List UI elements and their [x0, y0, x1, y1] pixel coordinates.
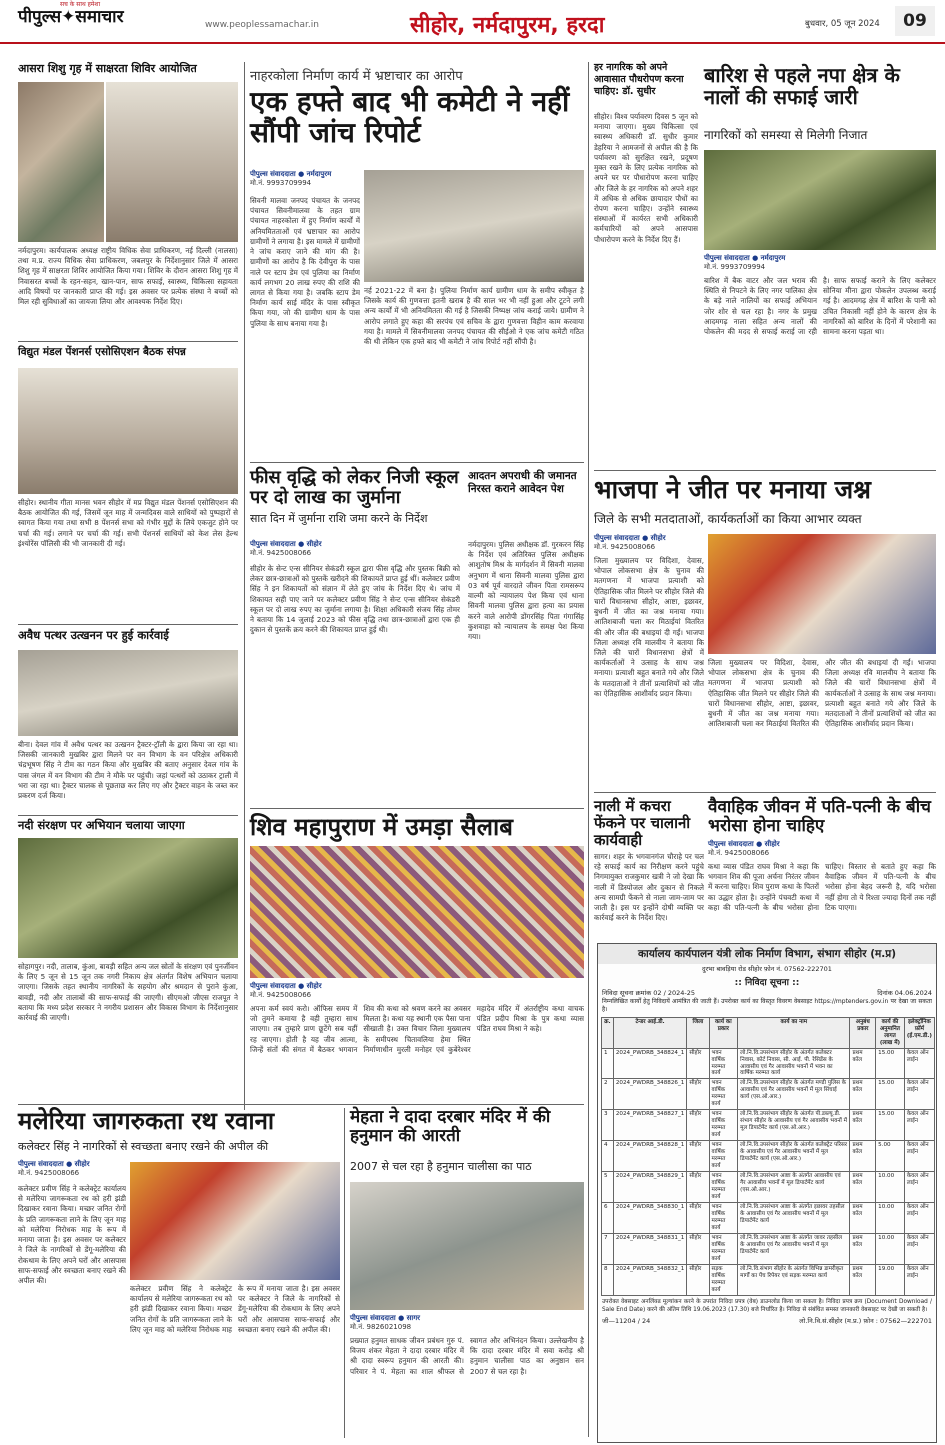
- byline: पीपुल्स संवाददाता ● सीहोर: [18, 1160, 90, 1168]
- table-cell: 4: [602, 1141, 614, 1172]
- table-cell: लो.नि.वि.संभाग सीहोर के अंतर्गत विभिन्न डामरीकृत मार्गों का पेंच रिपेयर एवं सड़क मरम्मत कार्य: [738, 1265, 850, 1296]
- table-cell: केवल ऑन लाईन: [904, 1234, 934, 1265]
- table-cell: केवल ऑन लाईन: [904, 1265, 934, 1296]
- env-body: सीहोर। विश्व पर्यावरण दिवस 5 जून को मनाया जाएगा। मुख्य चिकित्सा एवं स्वास्थ्य अधिकारी डॉ. सुधीर कुमार डेहरिया ने आमजनों से अपील की है कि पर्यावरण को सुरक्षित रखने, प्रदूषण मुक्त रखने के लिए प्रत्येक नागरिक को अपने घर पर पौधारोपण करना चाहिए और जिले के हर नागरिक को अपने शहर में अधिक से अधिक छायादार पौधों का रोपण करना चाहिए। उन्होंने स्वास्थ्य संस्थाओं में कार्यरत सभी अधिकारी कर्मचारियों को अपने आसपास पौधारोपण करने के निर्देश दिए हैं।: [594, 112, 698, 244]
- byline-phone: मो.नं. 9425008066: [250, 991, 312, 999]
- malaria-body: कलेक्टर प्रवीण सिंह ने कलेक्ट्रेट कार्यालय से मलेरिया जागरूकता रथ को हरी झंडी दिखाकर रवाना किया। मच्छर जनित रोगों के प्रति जागरूकता लाने के लिए जून माह को मलेरिया निरोधक माह के रूप में मनाया जाता है। इस अवसर पर कलेक्टर ने जिले के नागरिकों से डेंगू-मलेरिया की रोकथाम के लिए अपने घरों और आसपास साफ-सफाई और स्वच्छता बनाए रखने की अपील की।: [18, 1184, 126, 1285]
- hanuman-subhead: 2007 से चल रहा है हनुमान चालीसा का पाठ: [350, 1160, 532, 1173]
- byline: पीपुल्स संवाददाता ● सीहोर: [250, 982, 322, 990]
- table-cell: सीहोर: [687, 1110, 709, 1141]
- table-cell: 15.00: [876, 1048, 905, 1079]
- table-cell: सड़क वार्षिक मरम्मत कार्य: [709, 1265, 738, 1296]
- tender-header-row: [602, 1017, 935, 1048]
- byline-phone: मो.नं. 9993709994: [704, 263, 766, 271]
- byline: पीपुल्स संवाददाता ● सागर: [350, 1314, 420, 1322]
- table-cell: लो.नि.वि.उपसंभाग सीहोर के अंतर्गत मण्डी पुलिस के आवासीय एवं गैर आवासीय भवनों में मूल सिंचाई कार्य (एस.ओ.आर.): [738, 1079, 850, 1110]
- bjp-body-continued: जिला मुख्यालय पर विदिशा, देवास, भोपाल लोकसभा क्षेत्र के चुनाव की मतगणना में भाजपा प्रत्याशी को ऐतिहासिक जीत मिलने पर सीहोर जिले की चारों विधानसभा सीहोर, आष्टा, इछावर, बुधनी में जीत का जश्न मनाया गया। आतिशबाजी चला कर मिठाईयां वितरित की और जीत की बधाइयां दी गईं। भाजपा जिला अध्यक्ष रवि मालवीय ने बताया कि जिले की चारों विधानसभा क्षेत्रों में कार्यकर्ताओं ने उत्साह के साथ जश्न मनाया। प्रत्याशी बहुत बनाते गये और जिले के मतदाताओं ने तीनों प्रत्याशियों को जीत का ऐतिहासिक आशीर्वाद प्रदान किया।: [708, 658, 936, 729]
- table-cell: प्रथम कॉल: [850, 1172, 876, 1203]
- table-row: [602, 1265, 935, 1296]
- issue-date: बुधवार, 05 जून 2024: [805, 19, 880, 29]
- byline: पीपुल्स संवाददाता ● नर्मदापुरम: [250, 170, 332, 178]
- byline-phone: मो.नं. 9425008066: [18, 1169, 80, 1177]
- photo-pension: [18, 368, 238, 494]
- bail-headline: आदतन अपराधी की जमानत निरस्त कराने आवेदन पेश: [468, 470, 577, 496]
- drain-body: बारिश में बैक वाटर और जल भराव की स्थिति से निपटने के लिए नगर पालिका क्षेत्र के बड़े नाले नालियों का सफाई अभियान जोर शोर से चल रहा है। नगर के प्रमुख आदमगढ़ नाला सहित अन्य नालों की पोकलेन की मदद से सफाई कराई जा रही है। साफ सफाई कराने के लिए कलेक्टर सोनिया मीना द्वारा पोकलेन उपलब्ध कराई गई है। आदमगढ़ क्षेत्र में बारिश के पानी को उचित निकासी नहीं होने के कारण क्षेत्र के नागरिकों को बारिश के दिनों में परेशानी का सामना करना पड़ता था।: [704, 276, 936, 337]
- table-cell: 2024_PWDRB_348824_1: [613, 1048, 686, 1079]
- tender-column-header: क्र.: [602, 1017, 614, 1048]
- table-cell: केवल ऑन लाईन: [904, 1141, 934, 1172]
- table-cell: 7: [602, 1234, 614, 1265]
- photo-stopdam: [364, 170, 584, 282]
- malaria-body-continued: कलेक्टर प्रवीण सिंह ने कलेक्ट्रेट कार्यालय से मलेरिया जागरूकता रथ को हरी झंडी दिखाकर रवाना किया। मच्छर जनित रोगों के प्रति जागरूकता लाने के लिए जून माह को मलेरिया निरोधक माह के रूप में मनाया जाता है। इस अवसर पर कलेक्टर ने जिले के नागरिकों से डेंगू-मलेरिया की रोकथाम के लिए अपने घरों और आसपास साफ-सफाई और स्वच्छता बनाए रखने की अपील की।: [130, 1284, 340, 1334]
- table-cell: 2024_PWDRB_348829_1: [613, 1172, 686, 1203]
- website-link[interactable]: www.peoplessamachar.in: [205, 20, 319, 30]
- table-cell: केवल ऑन लाईन: [904, 1203, 934, 1234]
- tender-meta: [598, 988, 936, 997]
- photo-bjp-celebration: [708, 534, 936, 654]
- tender-code: जी—11204 / 24: [602, 1317, 651, 1326]
- table-cell: 2024_PWDRB_348827_1: [613, 1110, 686, 1141]
- tender-title: कार्यालय कार्यपालन यंत्री लोक निर्माण विभाग, संभाग सीहोर (म.प्र): [598, 944, 936, 964]
- shiv-headline: शिव महापुराण में उमड़ा सैलाब: [250, 813, 513, 841]
- byline: पीपुल्स संवाददाता ● सीहोर: [708, 840, 780, 848]
- byline: पीपुल्स संवाददाता ● नर्मदापुरम: [704, 254, 786, 262]
- table-row: [602, 1234, 935, 1265]
- table-cell: भवन वार्षिक मरम्मत कार्य: [709, 1141, 738, 1172]
- table-cell: भवन वार्षिक मरम्मत कार्य: [709, 1203, 738, 1234]
- byline-phone: मो.नं. 9425008066: [594, 543, 656, 551]
- table-cell: प्रथम कॉल: [850, 1203, 876, 1234]
- table-cell: सीहोर: [687, 1265, 709, 1296]
- marriage-byline-block: [708, 840, 818, 858]
- photo-hanuman-aarti: [350, 1182, 584, 1310]
- byline-phone: मो.नं. 9425008066: [708, 849, 770, 857]
- tender-column-header: कार्य का नाम: [738, 1017, 850, 1048]
- table-cell: लो.नि.वि.उपसंभाग आष्टा के अंतर्गत आवासीय एवं गैर आवासीय भवनों में मूल डिपार्टमेंट कार्य (एस.ओ.आर.): [738, 1172, 850, 1203]
- byline-phone: मो.नं. 9425008066: [250, 549, 312, 557]
- table-cell: प्रथम कॉल: [850, 1141, 876, 1172]
- table-row: [602, 1172, 935, 1203]
- table-cell: 10.00: [876, 1203, 905, 1234]
- tender-column-header: अनुबंध प्रकार: [850, 1017, 876, 1048]
- rule: [18, 1104, 584, 1105]
- column-divider: [244, 62, 245, 1110]
- table-cell: 2: [602, 1079, 614, 1110]
- table-cell: लो.नि.वि.उपसंभाग सीहोर के अंतर्गत पी.डब्ल्यू.डी. संभाग सीहोर के आवासीय एवं गैर आवासीय भवनों में मूल डिपार्टमेंट कार्य (एस.ओ.आर.): [738, 1110, 850, 1141]
- table-cell: सीहोर: [687, 1172, 709, 1203]
- shiv-body: अपना कर्म स्वयं करो। ऑफिस समय में जो तुमने कमाया है वही तुम्हारा साथ जाएगा। तब तुम्हारे प्राण छूटेंगे सब यहीं रह जाएगा। होती है यह जीव आत्मा, जिन्हें संतों की संगत में बैठकर भगवान शिव की कथा को श्रवण करने का अवसर मिलता है। कथा यह स्थानी एक पैसा पाना सीखाती है। उक्त विचार जिला मुख्यालय के समीपस्थ चितावलिया हेमा स्थित निर्माणाधीन मुरली मनोहर एवं कुबेरेश्वर महादेव मंदिर में अंतर्राष्ट्रीय कथा वाचक पंडित प्रदीप मिश्रा के पुत्र कथा व्यास पंडित राघव मिश्रा ने कहे।: [250, 1004, 584, 1054]
- table-cell: 2024_PWDRB_348826_1: [613, 1079, 686, 1110]
- hanuman-byline-block: [350, 1314, 470, 1332]
- table-cell: लो.नि.वि.उपसंभाग सीहोर के अंतर्गत कलेक्ट्रेट परिसर के आवासीय एवं गैर आवासीय भवनों में मूल डिपार्टमेंट कार्य (एस.ओ.आर.): [738, 1141, 850, 1172]
- photo-river: [18, 838, 238, 958]
- table-row: [602, 1141, 935, 1172]
- rule: [18, 624, 238, 625]
- page-number: 09: [895, 6, 935, 36]
- hanuman-body: प्रख्यात हनुमत साधक जीवन प्रबंधन गुरु पं. विजय शंकर मेहता ने दादा दरबार मंदिर में श्री दादा स्वरूप हनुमान की आरती की। परिवार ने पं. मेहता का शाल श्रीफल से स्वागत और अभिनंदन किया। उल्लेखनीय है कि दादा दरबार मंदिर में सवा करोड़ श्री हनुमान चालीसा पाठ का अनुष्ठान सन 2007 से चल रहा है।: [350, 1336, 584, 1376]
- lead-byline-block: [250, 170, 360, 188]
- tender-column-header: जिला: [687, 1017, 709, 1048]
- table-cell: भवन वार्षिक मरम्मत कार्य: [709, 1079, 738, 1110]
- table-cell: 2024_PWDRB_348830_1: [613, 1203, 686, 1234]
- table-cell: केवल ऑन लाईन: [904, 1110, 934, 1141]
- tender-intro: निम्नलिखित कार्यों हेतु निविदायें आमंत्रित की जाती हैं। उपरोक्त कार्य का विस्तृत विवरण वेबसाइट https://mptenders.gov.in पर देखा जा सकता है।: [602, 998, 932, 1013]
- rule: [18, 815, 238, 816]
- lead-headline: एक हफ्ते बाद भी कमेटी ने नहीं सौंपी जांच रिपोर्ट: [250, 85, 570, 150]
- rule: [250, 462, 584, 463]
- table-row: [602, 1048, 935, 1079]
- table-cell: केवल ऑन लाईन: [904, 1048, 934, 1079]
- table-cell: 15.00: [876, 1079, 905, 1110]
- table-cell: भवन वार्षिक मरम्मत कार्य: [709, 1234, 738, 1265]
- table-cell: 5: [602, 1172, 614, 1203]
- tender-table-body: [602, 1048, 935, 1296]
- tender-column-header: इलेक्ट्रॉनिक फ़ॉर्म (ई.एम.डी.): [904, 1017, 934, 1048]
- table-cell: 10.00: [876, 1234, 905, 1265]
- table-cell: प्रथम कॉल: [850, 1234, 876, 1265]
- tender-ref: निविदा सूचना क्रमांक 02 / 2024-25: [602, 989, 696, 997]
- table-cell: केवल ऑन लाईन: [904, 1172, 934, 1203]
- article-body: सोहागपुर। नदी, तालाब, कुंआ, बावड़ी सहित अन्य जल स्रोतों के संरक्षण एवं पुनर्जीवन के लिए 5 जून से 15 जून तक नगरी निकाय क्षेत्र अंतर्गत विशेष अभियान चलाया जाएगा। जिसके तहत स्थानीय नागरिकों के सहयोग और श्रमदान से पुराने कुंआ, बावड़ी, नदी और तालाबों की साफ-सफाई की जाएगी। सीएमओ जीएस राजपूत ने बताया कि मध्य प्रदेश सरकार ने नगरीय प्रशासन और विकास विभाग के निर्देशानुसार कार्रवाई की जाएगी।: [18, 962, 238, 1023]
- marriage-headline: वैवाहिक जीवन में पति-पत्नी के बीच भरोसा होना चाहिए: [708, 797, 931, 837]
- photo-literacy-1: [18, 82, 104, 242]
- photo-shiv-crowd: [250, 846, 584, 978]
- rule: [594, 792, 936, 793]
- table-cell: प्रथम कॉल: [850, 1265, 876, 1296]
- bjp-subhead: जिले के सभी मतदाताओं, कार्यकर्ताओं का किया आभार व्यक्त: [594, 512, 862, 526]
- table-cell: 2024_PWDRB_348831_1: [613, 1234, 686, 1265]
- tender-subhead: :: निविदा सूचना ::: [734, 978, 800, 988]
- table-cell: लो.नि.वि.उपसंभाग आष्टा के अंतर्गत इछावर तहसील के आवासीय एवं गैर आवासीय भवनों में मूल डिपार्टमेंट कार्य: [738, 1203, 850, 1234]
- article-body: नर्मदापुरम। कार्यपालक अध्यक्ष राष्ट्रीय विधिक सेवा प्राधिकरण, नई दिल्ली (नालसा) तथा म.प्र. राज्य विधिक सेवा प्राधिकरण, जबलपुर के निर्देशानुसार जिले में आसरा शिशु गृह में साक्षरता शिविर आयोजित किया गया। शिविर के दौरान आसरा शिशु गृह में निवासरत बच्चों के रहन-सहन, खान-पान, साफ सफाई, स्वास्थ्य, चिकित्सा सहायता आदि विषयों पर जानकारी प्राप्त की गई। इस अवसर पर प्रत्येक संस्था ने बच्चों को मिल रही सुविधाओं का जायजा लिया और आवश्यक निर्देश दिए।: [18, 246, 238, 307]
- article-body: बीना। देवल गांव में अवैध पत्थर का उत्खनन ट्रैक्टर-ट्रॉली के द्वारा किया जा रहा था। जिसकी जानकारी मुखबिर द्वारा मिलने पर वन विभाग के वन परिक्षेत्र अधिकारी चंद्रभूषण सिंह ने टीम का गठन किया और मुखबिर की बताए अनुसार देवल गांव के पास जंगल में वन विभाग की टीम ने मौके पर पहुंची। जहां पत्थरों को उठाकर ट्राली में भरा जा रहा था। ट्रैक्टर चालक से पूछताछ कर लिए गए और ट्रैक्टर वाहन के जब्त कर प्रकरण दर्ज किया।: [18, 740, 238, 801]
- masthead: [0, 0, 945, 44]
- photo-malaria-chariot: [130, 1162, 340, 1280]
- table-cell: लो.नि.वि.उपसंभाग आष्टा के अंतर्गत जावर तहसील के आवासीय एवं गैर आवासीय भवनों में मूल डिपार्टमेंट कार्य: [738, 1234, 850, 1265]
- lead-kicker: नाहरकोला निर्माण कार्य में भ्रष्टाचार का आरोप: [250, 69, 463, 84]
- drain-byline-block: [704, 254, 824, 272]
- table-cell: सीहोर: [687, 1048, 709, 1079]
- logo-tagline: सच के साथ हमेशा: [60, 1, 101, 8]
- photo-literacy-2: [106, 82, 238, 242]
- region-title: सीहोर, नर्मदापुरम, हरदा: [410, 13, 605, 38]
- column-divider: [588, 62, 589, 1437]
- hanuman-headline: मेहता ने दादा दरबार मंदिर में की हनुमान की आरती: [350, 1107, 551, 1147]
- table-cell: 5.00: [876, 1141, 905, 1172]
- table-cell: 19.00: [876, 1265, 905, 1296]
- table-cell: भवन वार्षिक मरम्मत कार्य: [709, 1048, 738, 1079]
- byline-phone: मो.नं. 9826021098: [350, 1323, 412, 1331]
- byline: पीपुल्स संवाददाता ● सीहोर: [250, 540, 322, 548]
- drain-subhead: नागरिकों को समस्या से मिलेगी निजात: [704, 128, 868, 142]
- table-cell: 2024_PWDRB_348832_1: [613, 1265, 686, 1296]
- tender-column-header: कार्य की अनुमानित लागत (लाख में): [876, 1017, 905, 1048]
- fees-body: सीहोर के सेन्ट एन्स सीनियर सेकंडरी स्कूल द्वारा फीस वृद्धि और पुस्तक बिक्री को लेकर छात्र-छात्राओं को पुस्तकें खरीदने की शिकायतें प्राप्त हुई थीं। कलेक्टर प्रवीण सिंह ने इन शिकायतों को संज्ञान में लेते हुए जांच के निर्देश दिए थे। जांच में शिकायत सही पाए जाने पर कलेक्टर प्रवीण सिंह ने सेन्ट एन्स सीनियर सेकंडरी स्कूल पर दो लाख रुपए का जुर्माना लगाया है। शिक्षा अधिकारी संजय सिंह तोमर ने बताया कि 14 जुलाई 2023 को फीस वृद्धि तथा छात्र-छात्राओं द्वारा एक ही दुकान से पुस्तकें क्रय करने की शिकायत प्राप्त हुई थी।: [250, 564, 460, 635]
- marriage-body: कथा व्यास पंडित राघव मिश्रा ने कहा कि भगवान शिव की पूजा अर्चना निरंतर जीवन में करना चाहिए। शिव पुराण कथा के पितरों का उद्धार होता है। उन्होंने पंचवटी कथा में कहा की पति-पत्नी के बीच भरोसा होना चाहिए। विस्तार से बताते हुए कहा कि वैवाहिक जीवन में पति-पत्नी के बीच भरोसा होना बेहद जरूरी है, यदि भरोसा नहीं होगा तो ये रिश्ता ज्यादा दिनों तक नहीं टिक पाएगा।: [708, 862, 936, 912]
- headline: आसरा शिशु गृह में साक्षरता शिविर आयोजित: [18, 62, 197, 75]
- table-row: [602, 1079, 935, 1110]
- photo-quarry: [18, 650, 238, 736]
- table-cell: भवन वार्षिक मरम्मत कार्य: [709, 1110, 738, 1141]
- table-cell: सीहोर: [687, 1234, 709, 1265]
- table-cell: प्रथम कॉल: [850, 1110, 876, 1141]
- tender-column-header: कार्य का प्रकार: [709, 1017, 738, 1048]
- tender-date: दिनांक 04.06.2024: [877, 989, 932, 997]
- table-cell: लो.नि.वि.उपसंभाग सीहोर के अंतर्गत कलेक्टर निवास, कोर्ट निवास, सी. आई. पी. रेसिडेंस के आवासीय एवं गैर आवासीय भवनों में भवन का वार्षिक मरम्मत कार्य: [738, 1048, 850, 1079]
- table-cell: प्रथम कॉल: [850, 1048, 876, 1079]
- byline-phone: मो.नं. 9993709994: [250, 179, 312, 187]
- tender-footer: उपरोक्त वेबसाइट अनलिंक्ड मूल्यांकन करने के उपरांत निविदा प्रपत्र (वेब) डाउनलोड किया जा सकता है। निविदा प्रपत्र क्रय (Document Download / Sale End Date) करने की अंतिम तिथि 19.06.2023 (17.30) बजे निर्धारित है। निविदा से संबंधित समस्त जानकारी वेबसाइट पर देखी जा सकती है।: [602, 1299, 932, 1313]
- article-body: सीहोर। स्थानीय गीता मानस भवन सीहोर में मप्र विद्युत मंडल पेंशनर्स एसोसिएशन की बैठक आयोजित की गई, जिसमें जून माह में जन्मदिवस वाले साथियों को पुष्पहारों से स्वागत किया गया तथा सभी 8 पेंशनर्स सभा को गंभीर मुद्दों के लिये एकजुट होने पर चर्चा की गई। लगाने पर चर्चा की गई। सभी पेंशनर्स साथियों को केश लेस हेल्थ इंश्योरेंस पॉलिसी की भी जानकारी दी गई।: [18, 498, 238, 548]
- table-cell: सीहोर: [687, 1141, 709, 1172]
- table-row: [602, 1110, 935, 1141]
- bjp-byline-block: [594, 534, 704, 552]
- table-cell: सीहोर: [687, 1203, 709, 1234]
- tender-address: दुरभा बावड़िया रोड सीहोर फ़ोन नं. 07562-222701: [702, 965, 832, 973]
- table-cell: 6: [602, 1203, 614, 1234]
- malaria-headline: मलेरिया जागरुकता रथ रवाना: [18, 1107, 275, 1135]
- headline-river: नदी संरक्षण पर अभियान चलाया जाएगा: [18, 818, 185, 832]
- rule: [594, 470, 936, 471]
- env-headline: हर नागरिक को अपने आवासात पौधरोपण करना चाहिए: डॉ. सुधीर: [594, 62, 684, 97]
- table-cell: 1: [602, 1048, 614, 1079]
- column-divider: [344, 1108, 345, 1438]
- malaria-subhead: कलेक्टर सिंह ने नागरिकों से स्वच्छता बनाए रखने की अपील की: [18, 1140, 269, 1153]
- drain-headline: बारिश से पहले नपा क्षेत्र के नालों की सफाई जारी: [704, 63, 900, 110]
- lead-body: सिवनी मालवा जनपद पंचायत के जनपद पंचायत सिवनीमालवा के तहत ग्राम पंचायत नाहरकोला में हुए निर्माण कार्यों में अनियमितताओं एवं भ्रष्टाचार का आरोप ग्रामीणों ने लगाया है। इस मामले में ग्रामीणों ने जांच कराए जाने की मांग की है। ग्रामीणों का आरोप है कि देवीपुरा के पास नाले पर स्टाप डेम एवं पुलिया का निर्माण कार्य लगभग 20 लाख रुपए की राशि की लागत से किया गया है। जबकि स्टाप डेम निर्माण कार्य साई मंदिर के पास स्वीकृत किया गया, जो की ग्रामीण धाम के पास पुलिया के साथ बनाया गया है।: [250, 196, 360, 328]
- fees-subhead: सात दिन में जुर्माना राशि जमा करने के निर्देश: [250, 512, 428, 525]
- malaria-byline-block: [18, 1160, 138, 1178]
- rule: [250, 808, 584, 809]
- headline-quarry: अवैध पत्थर उत्खनन पर हुई कार्रवाई: [18, 628, 169, 642]
- table-cell: प्रथम कॉल: [850, 1079, 876, 1110]
- lead-body-continued: नर्ह 2021-22 में बना है। पुलिया निर्माण कार्य ग्रामीण धाम के समीप स्वीकृत है जिसके कार्य की गुणवत्ता इतनी खराब है की साल भर भी नहीं हुआ और टूटने लगी अन्य कार्यों में भी अनियमितता की गई है जिसकी निष्पक्ष जांच कराई जाये। ग्रामीण ने आरोप लगाते हुए कहा की सरपंच एवं सचिव के द्वारा गुणवत्ता विहीन काम करवाया गया है। मामले में सिवनीमालवा जनपद पंचायत की सीईओ ने एक जांच कमेटी गठित की थी लेकिन एक हफ्ते बाद भी कमेटी ने जांच रिपोर्ट नहीं सौंपी है।: [364, 286, 584, 347]
- tender-column-header: टेन्डर आई.डी.: [613, 1017, 686, 1048]
- fees-byline-block: [250, 540, 350, 558]
- article-literacy: [18, 62, 238, 76]
- rule: [18, 341, 238, 342]
- table-cell: सीहोर: [687, 1079, 709, 1110]
- table-cell: केवल ऑन लाईन: [904, 1079, 934, 1110]
- table-cell: 15.00: [876, 1110, 905, 1141]
- byline: पीपुल्स संवाददाता ● सीहोर: [594, 534, 666, 542]
- photo-drain-excavator: [704, 150, 936, 250]
- tender-table: [601, 1017, 935, 1296]
- table-cell: 10.00: [876, 1172, 905, 1203]
- table-cell: 2024_PWDRB_348828_1: [613, 1141, 686, 1172]
- table-cell: 8: [602, 1265, 614, 1296]
- bail-body: नर्मदापुरम। पुलिस अधीक्षक डॉ. गुरकरन सिंह के निर्देश एवं अतिरिक्त पुलिस अधीक्षक आशुतोष मिश्र के मार्गदर्शन में सिवनी मालवा अनुभाग में थाना सिवनी मालवा पुलिस द्वारा 03 वर्ष पूर्व वारदाते जीवन पिता रामसरूप वाल्मी को न्यायालय पेश किया एवं थाना सिवनी मालवा पुलिस द्वारा हत्या का प्रयास करने वाले आरोपी डोंगरसिंह पिता गंगासिंह कुशवाहा को न्यायालय के समक्ष पेश किया गया।: [468, 540, 584, 641]
- tender-notice: [597, 943, 937, 1443]
- fees-headline: फीस वृद्धि को लेकर निजी स्कूल पर दो लाख का जुर्माना: [250, 467, 459, 509]
- shiv-byline-block: [250, 982, 380, 1000]
- drainage-complaint-body: सागर। शहर के भगवानगंज चौराहे पर चल रहे सफाई कार्य का निरीक्षण करने पहुंचे निगमायुक्त राजकुमार खत्री ने जो देखा कि नाली में डिस्पोजल और दुकान से निकले अन्य सामग्री फेंकने से नाला जाम-जाम पर जाती है। इस पर इन्होंने दोषी व्यक्ति पर कार्रवाई करने के निर्देश दिए।: [594, 852, 704, 923]
- headline-pension: विद्युत मंडल पेंशनर्स एसोसिएशन बैठक संपन्न: [18, 346, 186, 358]
- table-row: [602, 1203, 935, 1234]
- drainage-complaint-headline: नाली में कचरा फेंकने पर चालानी कार्यवाही: [594, 797, 691, 849]
- bjp-headline: भाजपा ने जीत पर मनाया जश्न: [594, 475, 871, 504]
- tender-signature: लो.नि.वि.सं.सीहोर (म.प्र.) फ़ोन : 07562—222701: [799, 1317, 932, 1326]
- table-cell: भवन वार्षिक मरम्मत कार्य: [709, 1172, 738, 1203]
- logo: पीपुल्स✦समाचार: [18, 7, 124, 27]
- table-cell: 3: [602, 1110, 614, 1141]
- bjp-body: जिला मुख्यालय पर विदिशा, देवास, भोपाल लोकसभा क्षेत्र के चुनाव की मतगणना में भाजपा प्रत्याशी को ऐतिहासिक जीत मिलने पर सीहोर जिले की चारों विधानसभा सीहोर, आष्टा, इछावर, बुधनी में जीत का जश्न मनाया गया। आतिशबाजी चला कर मिठाईयां वितरित की और जीत की बधाइयां दी गईं। भाजपा जिला अध्यक्ष रवि मालवीय ने बताया कि जिले की चारों विधानसभा क्षेत्रों में कार्यकर्ताओं ने उत्साह के साथ जश्न मनाया। प्रत्याशी बहुत बनाते गये और जिले के मतदाताओं ने तीनों प्रत्याशियों को जीत का ऐतिहासिक आशीर्वाद प्रदान किया।: [594, 556, 704, 698]
- tender-signature-row: [598, 1315, 936, 1326]
